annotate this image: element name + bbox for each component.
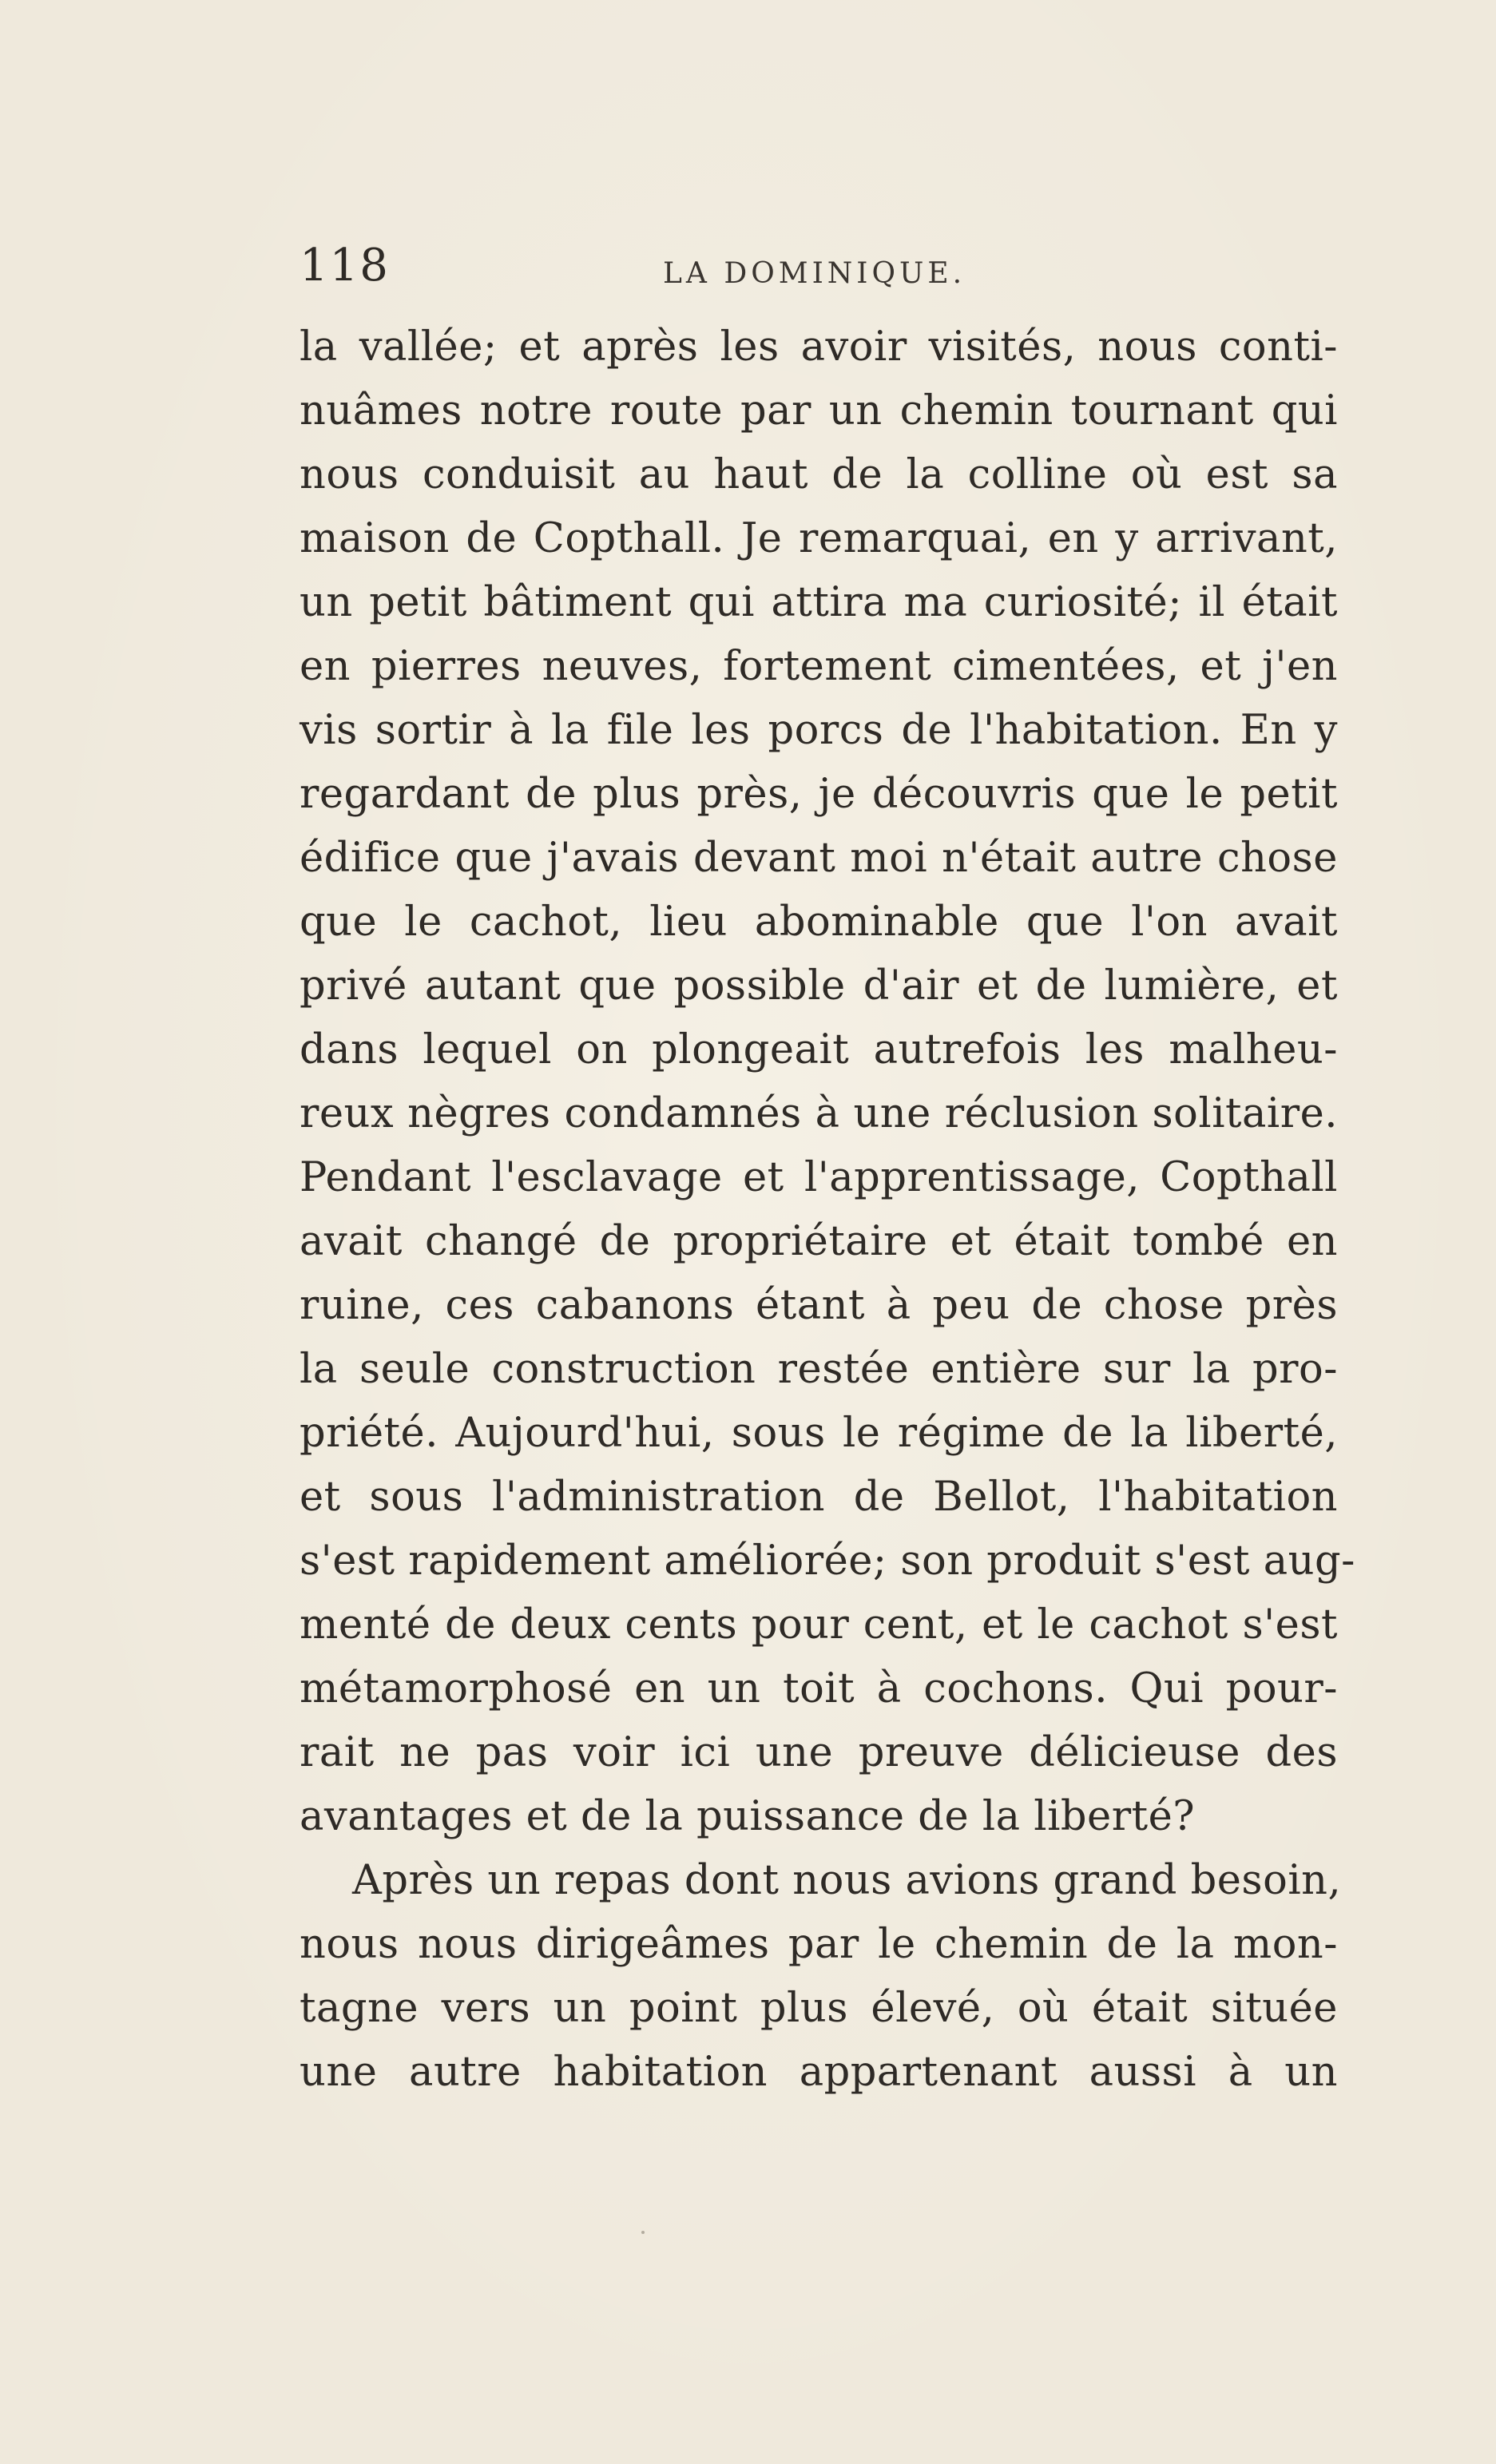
text-line: la seule construction restée entière sur la pro- bbox=[300, 1346, 1338, 1393]
text-line: reux nègres condamnés à une réclusion solitaire. bbox=[300, 1090, 1338, 1137]
text-line: nous nous dirigeâmes par le chemin de la mon- bbox=[300, 1921, 1338, 1968]
text-line: vis sortir à la file les porcs de l'habitation. En y bbox=[300, 707, 1338, 754]
body-text bbox=[300, 315, 1355, 2105]
text-line: maison de Copthall. Je remarquai, en y arrivant, bbox=[300, 515, 1338, 562]
text-line: Après un repas dont nous avions grand besoin, bbox=[352, 1857, 1342, 1904]
text-line: s'est rapidement améliorée; son produit s'est aug- bbox=[300, 1538, 1355, 1585]
paper-speck bbox=[641, 2231, 645, 2234]
text-line: avait changé de propriétaire et était tombé en bbox=[300, 1218, 1338, 1265]
text-line: Pendant l'esclavage et l'apprentissage, Copthall bbox=[300, 1154, 1338, 1201]
paragraph-1 bbox=[300, 315, 1355, 1849]
text-line: dans lequel on plongeait autrefois les malheu- bbox=[300, 1026, 1338, 1073]
text-line: privé autant que possible d'air et de lumière, et bbox=[300, 962, 1338, 1010]
text-line: avantages et de la puissance de la liberté? bbox=[300, 1793, 1196, 1840]
text-line: ruine, ces cabanons étant à peu de chose près bbox=[300, 1282, 1338, 1329]
page-number: 118 bbox=[300, 240, 390, 292]
text-line: et sous l'administration de Bellot, l'habitation bbox=[300, 1474, 1338, 1521]
text-line: rait ne pas voir ici une preuve délicieuse des bbox=[300, 1729, 1338, 1776]
text-line: en pierres neuves, fortement cimentées, et j'en bbox=[300, 643, 1338, 690]
text-line: édifice que j'avais devant moi n'était autre chose bbox=[300, 835, 1338, 882]
text-line: que le cachot, lieu abominable que l'on avait bbox=[300, 899, 1338, 946]
running-head bbox=[300, 240, 1338, 311]
text-line: priété. Aujourd'hui, sous le régime de la liberté, bbox=[300, 1410, 1338, 1457]
paragraph-2 bbox=[300, 1849, 1342, 2105]
text-line: nuâmes notre route par un chemin tournant qui bbox=[300, 387, 1338, 434]
text-line: tagne vers un point plus élevé, où était située bbox=[300, 1985, 1338, 2032]
text-line: menté de deux cents pour cent, et le cachot s'est bbox=[300, 1601, 1338, 1649]
text-line: nous conduisit au haut de la colline où est sa bbox=[300, 451, 1338, 498]
text-line: regardant de plus près, je découvris que le petit bbox=[300, 771, 1338, 818]
text-line: une autre habitation appartenant aussi à un bbox=[300, 2049, 1338, 2096]
running-title: LA DOMINIQUE. bbox=[663, 257, 966, 290]
text-line: la vallée; et après les avoir visités, nous conti- bbox=[300, 323, 1338, 371]
text-line: métamorphosé en un toit à cochons. Qui pour- bbox=[300, 1665, 1338, 1712]
text-line: un petit bâtiment qui attira ma curiosité; il était bbox=[300, 579, 1338, 626]
